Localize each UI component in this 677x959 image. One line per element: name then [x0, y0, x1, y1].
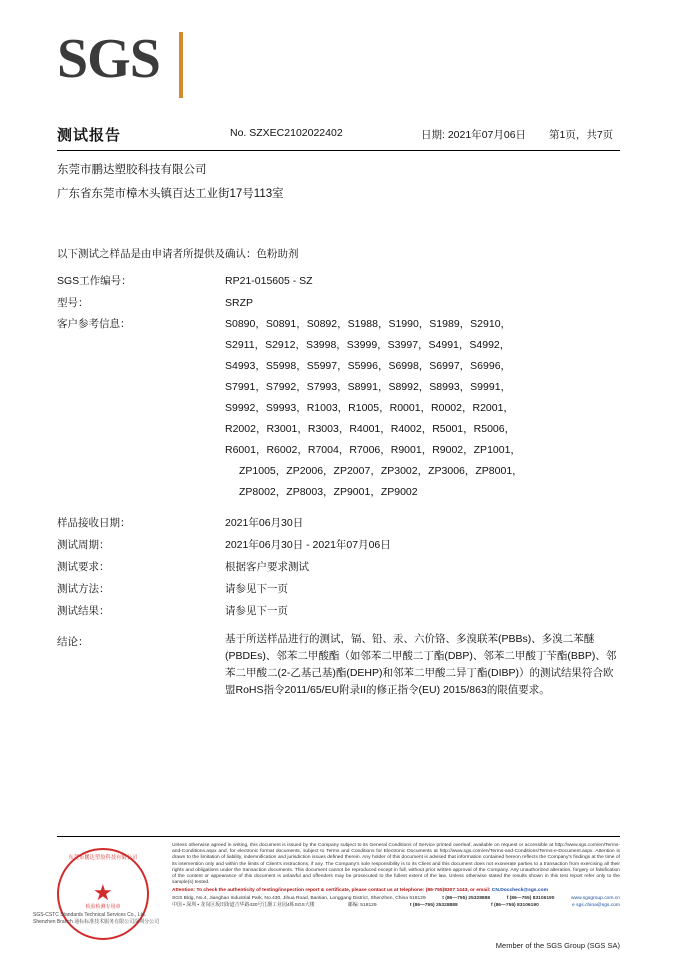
customer-reference-values: [225, 314, 620, 503]
footer-fax-cn: f (86—755) 83106190: [490, 903, 539, 909]
footer-member-line: Member of the SGS Group (SGS SA): [495, 941, 620, 950]
field-label: SGS工作编号：: [57, 275, 132, 287]
field-label: 客户参考信息：: [57, 318, 131, 330]
footer-attention-line2-prefix: or email:: [470, 888, 492, 894]
stamp-top-text: 东莞市鹏达塑胶科技有限公司: [68, 854, 138, 862]
field-label: 测试周期：: [57, 539, 110, 551]
field-row: [57, 578, 620, 600]
report-header: [57, 124, 620, 146]
ref-line: R6001，R6002，R7004，R7006，R9001，R9002，ZP1001，: [225, 444, 521, 456]
fields-table: [57, 270, 620, 699]
ref-line: R2002，R3001，R3003，R4001，R4002，R5001，R5006，: [225, 423, 516, 435]
ref-line: ZP1005，ZP2006，ZP2007，ZP3002，ZP3006，ZP8001，: [239, 465, 523, 477]
field-row: [57, 512, 620, 534]
footer-terms: [172, 843, 620, 895]
company-stamp: [57, 848, 161, 952]
footer-address-en: SGS Bldg, No.4, Jianghao Industrial Park, No.430, Jihua Road, Bantian, Longgang District, Shenzhen, China 518129: [172, 896, 426, 901]
ref-line: S9992，S9993，R1003，R1005，R0001，R0002，R2001，: [225, 402, 514, 414]
footer-contact-row-en: [172, 895, 620, 902]
conclusion-label: 结论：: [57, 636, 89, 648]
field-label: 测试方法：: [57, 583, 110, 595]
logo-text: SGS: [57, 28, 160, 90]
field-value: 根据客户要求测试: [225, 561, 309, 573]
footer-address-cn: 中国 • 深圳 • 龙岗区坂田街道吉华路430号江灏工业园4栋SGS大楼: [172, 903, 315, 909]
footer-divider: [57, 836, 620, 837]
logo-accent-bar: [179, 32, 183, 98]
footer-contact: [172, 895, 620, 909]
ref-line: ZP8002，ZP8003，ZP9001，ZP9002: [239, 486, 418, 498]
field-label: 型号：: [57, 297, 89, 309]
company-address: 广东省东莞市樟木头镇百达工业街17号113室: [57, 188, 284, 200]
footer-entity-lines: [33, 912, 173, 926]
field-value: RP21-015605 - SZ: [225, 275, 313, 287]
field-value: 请参见下一页: [225, 605, 288, 617]
field-row: [57, 292, 620, 314]
company-name: 东莞市鹏达塑胶科技有限公司: [57, 164, 207, 176]
conclusion-text: 基于所送样品进行的测试，镉、铅、汞、六价铬、多溴联苯(PBBs)、多溴二苯醚(PBDEs)、邻苯二甲酸酯（如邻苯二甲酸二丁酯(DBP)、邻苯二甲酸丁苄酯(BBP)、邻苯二甲酸二(2-乙基己基)酯(DEHP)和邻苯二甲酸二异丁酯(DIBP)）的测试结果符合欧盟RoHS指令2011/65/EU附录II的修正指令(EU) 2015/863的限值要求。: [225, 633, 617, 696]
field-value: SRZP: [225, 297, 254, 309]
footer-contact-row-cn: [172, 902, 620, 909]
footer-attention-email[interactable]: CN.Doccheck@sgs.com: [491, 888, 548, 894]
footer-tel-cn: t (86—755) 25328888: [409, 903, 458, 909]
footer-entity-cn: Shenzhen Branch 通标标准技术服务有限公司深圳分公司: [33, 919, 160, 925]
header-divider: [57, 150, 620, 151]
sgs-logo: [57, 30, 237, 100]
ref-line: S2911，S2912，S3998，S3999，S3997，S4991，S4992，: [225, 339, 511, 351]
ref-line: S4993，S5998，S5997，S5996，S6998，S6997，S6996，: [225, 360, 512, 372]
conclusion-row: [57, 631, 620, 699]
footer-attention: [172, 888, 620, 894]
footer-web[interactable]: www.sgsgroup.com.cn: [571, 896, 620, 901]
page-title: 测试报告: [57, 127, 122, 144]
page-indicator: 第1页，共7页: [549, 129, 614, 141]
footer-email-cn[interactable]: e sgs.china@sgs.com: [572, 903, 620, 909]
field-value: 2021年06月30日 - 2021年07月06日: [225, 539, 391, 551]
field-label: 测试结果：: [57, 605, 110, 617]
field-label: 样品接收日期：: [57, 517, 131, 529]
field-value: 请参见下一页: [225, 583, 288, 595]
star-icon: ★: [93, 880, 113, 905]
report-number: No. SZXEC2102022402: [230, 127, 343, 139]
customer-reference-row: [57, 314, 620, 503]
footer-terms-text: Unless otherwise agreed in writing, this document is issued by the Company subject to its General Conditions of Service printed overleaf, available on request or accessible at http://www.sgs.com/en/Terms-and-Conditions.aspx and, for electronic format documents, subject to Terms and Conditions for Electronic Documents at http://www.sgs.com/en/Terms-and-Conditions/Terms-e-Document.aspx. Attention is drawn to the limitation of liability, indemnification and jurisdiction issues defined therein. Any holder of this document is advised that information contained hereon reflects the Company's findings at the time of its intervention only and within the limits of Client's instructions, if any. The Company's sole responsibility is to its Client and this document does not exonerate parties to a transaction from exercising all their rights and obligations under the transaction documents. This document cannot be reproduced except in full, without prior written approval of the Company. Any unauthorized alteration, forgery or falsification of the content or appearance of this document is unlawful and offenders may be prosecuted to the fullest extent of the law. Unless otherwise stated the results shown in this test report refer only to the sample(s) tested.: [172, 843, 620, 886]
field-value: 2021年06月30日: [225, 517, 304, 529]
field-row: [57, 270, 620, 292]
footer-entity-en: SGS-CSTC Standards Technical Services Co., Ltd.: [33, 912, 147, 918]
spacer: [57, 503, 620, 512]
field-row: [57, 600, 620, 622]
footer-attention-line1: Attention: To check the authenticity of testing/inspection report & certificate, please contact us at telephone: (86-755)8307 1443,: [172, 888, 469, 894]
field-row: [57, 556, 620, 578]
field-row: [57, 534, 620, 556]
field-label: 测试要求：: [57, 561, 110, 573]
footer-fax-en: f (86—755) 83106190: [506, 896, 555, 901]
footer-zip-cn: 邮编: 518129: [347, 903, 377, 909]
spacer: [57, 622, 620, 631]
sample-statement: 以下测试之样品是由申请者所提供及确认：色粉助剂: [57, 248, 299, 260]
report-date: 日期: 2021年07月06日: [421, 129, 527, 141]
ref-line: S7991，S7992，S7993，S8991，S8992，S8993，S9991，: [225, 381, 512, 393]
footer-tel-en: t (86—755) 25328888: [442, 896, 491, 901]
ref-line: S0890，S0891，S0892，S1988，S1990，S1989，S2910，: [225, 318, 512, 330]
stamp-mid-text: 检验检测专用章: [85, 904, 121, 910]
